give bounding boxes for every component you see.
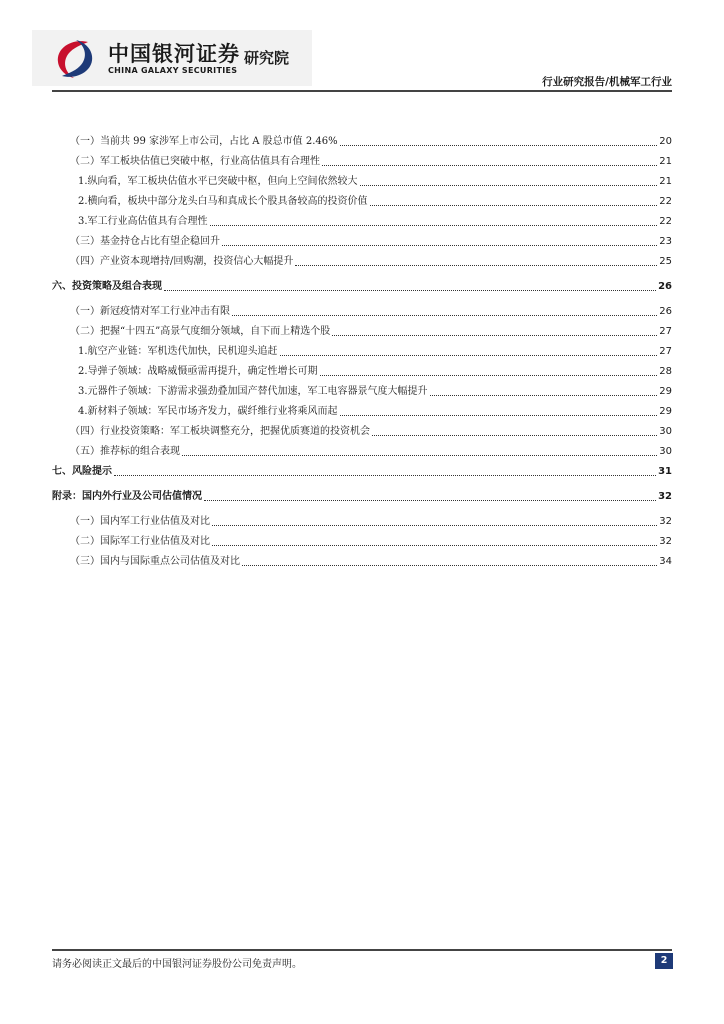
toc-entry-title: （三）基金持仓占比有望企稳回升 <box>70 236 220 247</box>
toc-entry-page: 25 <box>659 256 672 267</box>
report-type: 行业研究报告/机械军工行业 <box>542 76 672 88</box>
toc-entry[interactable] <box>52 193 672 209</box>
footer-disclaimer: 请务必阅读正文最后的中国银河证券股份公司免责声明。 <box>52 959 302 970</box>
toc-entry[interactable] <box>52 403 672 419</box>
toc-entry-title: （二）把握“十四五”高景气度细分领域，自下而上精选个股 <box>70 326 331 337</box>
toc-entry[interactable] <box>52 253 672 269</box>
toc-leader-dots <box>322 165 657 166</box>
toc-entry-page: 27 <box>659 326 672 337</box>
toc-entry-page: 21 <box>659 156 672 167</box>
galaxy-logo-icon <box>50 36 100 82</box>
toc-entry-page: 28 <box>659 366 672 377</box>
toc-entry-title: （一）新冠疫情对军工行业冲击有限 <box>70 306 230 317</box>
toc-leader-dots <box>242 565 657 566</box>
toc-entry[interactable] <box>52 553 672 569</box>
page-header <box>0 0 724 100</box>
toc-leader-dots <box>332 335 657 336</box>
toc-entry[interactable] <box>52 513 672 529</box>
toc-entry[interactable] <box>52 463 672 479</box>
toc-entry[interactable] <box>52 323 672 339</box>
logo-institute: 研究院 <box>244 49 290 67</box>
toc-entry-page: 30 <box>659 426 672 437</box>
toc-entry-page: 30 <box>659 446 672 457</box>
toc-leader-dots <box>182 455 657 456</box>
page-number-badge: 2 <box>655 953 673 969</box>
toc-entry-title: （二）国际军工行业估值及对比 <box>70 536 210 547</box>
toc-entry[interactable] <box>52 533 672 549</box>
footer-divider <box>52 949 672 951</box>
toc-entry-title: 七、风险提示 <box>52 466 112 477</box>
toc-entry-title: （一）国内军工行业估值及对比 <box>70 516 210 527</box>
toc-entry-title: （四）产业资本现增持/回购潮，投资信心大幅提升 <box>70 256 294 267</box>
toc-entry-page: 34 <box>659 556 672 567</box>
toc-entry-title: 附录：国内外行业及公司估值情况 <box>52 491 202 502</box>
toc-leader-dots <box>164 290 656 291</box>
toc-leader-dots <box>372 435 657 436</box>
toc-leader-dots <box>232 315 657 316</box>
toc-entry-page: 21 <box>659 176 672 187</box>
toc-entry-page: 26 <box>659 306 672 317</box>
toc-entry[interactable] <box>52 423 672 439</box>
toc-entry[interactable] <box>52 173 672 189</box>
toc-entry[interactable] <box>52 278 672 294</box>
toc-entry-page: 26 <box>658 281 672 292</box>
toc-entry-title: （四）行业投资策略：军工板块调整充分，把握优质赛道的投资机会 <box>70 426 370 437</box>
toc-entry-page: 31 <box>658 466 672 477</box>
toc-entry[interactable] <box>52 303 672 319</box>
toc-leader-dots <box>295 265 657 266</box>
toc-leader-dots <box>204 500 656 501</box>
toc-entry-page: 32 <box>659 536 672 547</box>
toc-entry-page: 23 <box>659 236 672 247</box>
toc-entry[interactable] <box>52 233 672 249</box>
toc-entry-title: 1.纵向看，军工板块估值水平已突破中枢，但向上空间依然较大 <box>78 176 358 187</box>
toc-entry-page: 29 <box>659 406 672 417</box>
toc-entry-title: 六、投资策略及组合表现 <box>52 281 162 292</box>
logo-company-name-en: CHINA GALAXY SECURITIES <box>108 66 238 75</box>
toc-entry-title: （一）当前共 99 家涉军上市公司，占比 A 股总市值 2.46% <box>70 136 338 147</box>
toc-leader-dots <box>320 375 658 376</box>
toc-entry[interactable] <box>52 343 672 359</box>
toc-entry[interactable] <box>52 133 672 149</box>
logo-company-name: 中国银河证券 <box>108 42 240 66</box>
toc-entry-title: 3.军工行业高估值具有合理性 <box>78 216 208 227</box>
toc-entry-title: 3.元器件子领域：下游需求强劲叠加国产替代加速，军工电容器景气度大幅提升 <box>78 386 428 397</box>
toc-entry-title: 1.航空产业链：军机迭代加快，民机迎头追赶 <box>78 346 278 357</box>
toc-entry-page: 29 <box>659 386 672 397</box>
toc-leader-dots <box>114 475 656 476</box>
toc-leader-dots <box>212 545 657 546</box>
toc-entry[interactable] <box>52 213 672 229</box>
toc-entry[interactable] <box>52 488 672 504</box>
toc-leader-dots <box>360 185 658 186</box>
toc-leader-dots <box>210 225 658 226</box>
toc-entry[interactable] <box>52 363 672 379</box>
toc-leader-dots <box>370 205 658 206</box>
toc-entry[interactable] <box>52 443 672 459</box>
toc-entry-title: （五）推荐标的组合表现 <box>70 446 180 457</box>
toc-entry-page: 32 <box>658 491 672 502</box>
header-divider <box>52 90 672 92</box>
toc-leader-dots <box>212 525 657 526</box>
toc-entry-page: 20 <box>659 136 672 147</box>
toc-entry-page: 32 <box>659 516 672 527</box>
toc-leader-dots <box>280 355 658 356</box>
toc-entry-page: 22 <box>659 216 672 227</box>
toc-entry-title: （三）国内与国际重点公司估值及对比 <box>70 556 240 567</box>
toc-leader-dots <box>222 245 657 246</box>
toc-entry-title: （二）军工板块估值已突破中枢，行业高估值具有合理性 <box>70 156 320 167</box>
toc-leader-dots <box>340 145 658 146</box>
toc-entry-page: 27 <box>659 346 672 357</box>
toc-entry-title: 2.导弹子领域：战略威慑亟需再提升，确定性增长可期 <box>78 366 318 377</box>
toc-leader-dots <box>340 415 658 416</box>
toc-entry-title: 4.新材料子领域：军民市场齐发力，碳纤维行业将乘风而起 <box>78 406 338 417</box>
toc-entry-title: 2.横向看，板块中部分龙头白马和真成长个股具备较高的投资价值 <box>78 196 368 207</box>
toc-leader-dots <box>430 395 658 396</box>
toc-entry[interactable] <box>52 153 672 169</box>
toc-entry-page: 22 <box>659 196 672 207</box>
toc-entry[interactable] <box>52 383 672 399</box>
